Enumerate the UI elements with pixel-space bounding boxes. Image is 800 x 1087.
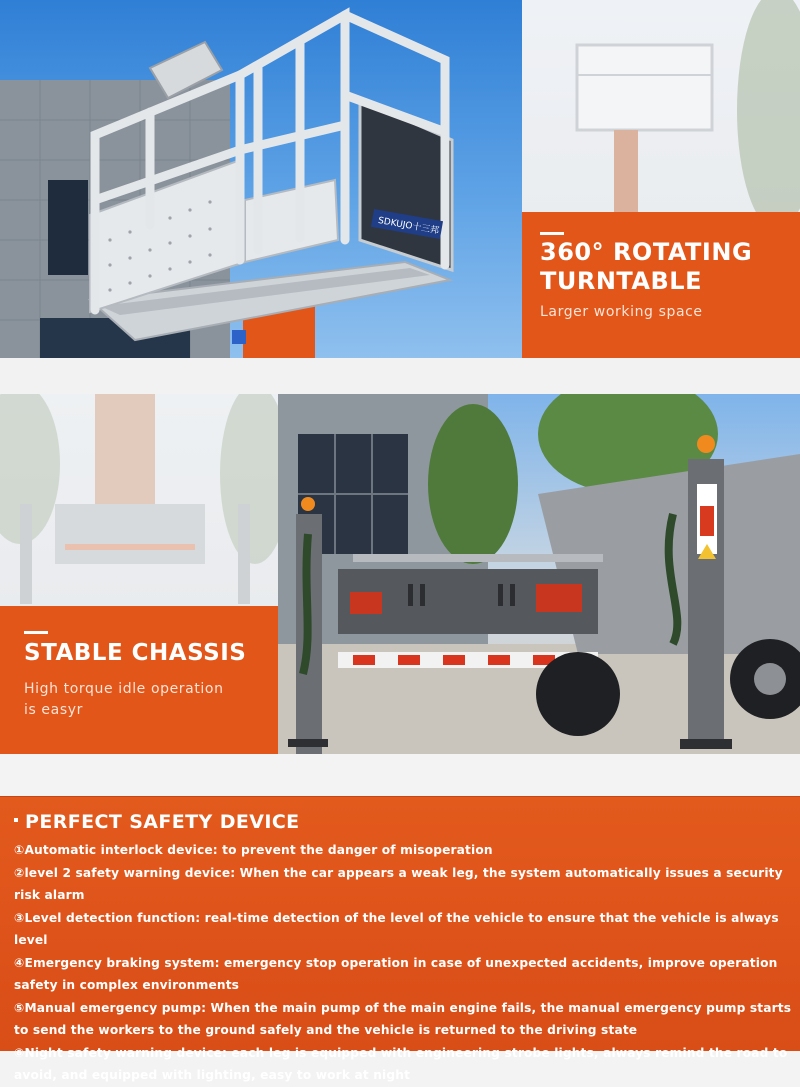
- feature-subtitle-line1: High torque idle operation: [24, 681, 224, 697]
- faded-truck-illustration: [0, 394, 278, 606]
- tree-silhouette: [737, 0, 800, 212]
- accent-line: [540, 232, 564, 235]
- feature-title: STABLE CHASSIS: [24, 640, 247, 666]
- faded-outrigger: [20, 504, 32, 604]
- feature-card-turntable: [522, 212, 800, 358]
- feature-title-line1: 360° ROTATING: [540, 238, 753, 266]
- feature-section-turntable: [0, 0, 800, 358]
- safety-feature-item: ④Emergency braking system: emergency stop operation in case of unexpected accidents, improve operation safety in complex environments: [14, 955, 778, 992]
- truck-chassis-illustration: [278, 394, 800, 754]
- feature-subtitle-line2: is easyr: [24, 702, 83, 718]
- strobe-light: [301, 497, 315, 511]
- feature-subtitle: Larger working space: [540, 304, 703, 320]
- work-platform-illustration: [0, 0, 522, 358]
- faded-platform-illustration: [522, 0, 800, 212]
- safety-device-section: [0, 796, 800, 1082]
- bullet-square-icon: [14, 818, 18, 822]
- faded-platform-basket: [577, 45, 712, 130]
- faded-outrigger: [238, 504, 250, 604]
- feature-title-line2: TURNTABLE: [540, 267, 702, 295]
- safety-feature-item: ②level 2 safety warning device: When the car appears a weak leg, the system automatically issues a security risk alarm: [14, 865, 783, 902]
- feature-section-chassis: [0, 358, 800, 754]
- tail-light: [536, 584, 582, 612]
- control-light: [232, 330, 246, 344]
- safety-section-title: [14, 811, 300, 833]
- platform-faded-photo: [522, 0, 800, 212]
- feature-card-chassis: [0, 606, 278, 754]
- faded-truck-body: [55, 504, 205, 564]
- safety-feature-list: [14, 839, 792, 1087]
- faded-reflector: [65, 544, 195, 550]
- truck-rear-faded-photo: [0, 394, 278, 606]
- safety-feature-item: ③Level detection function: real-time detection of the level of the vehicle to ensure that the vehicle is always level: [14, 910, 779, 947]
- safety-feature-item: ⑤Manual emergency pump: When the main pump of the main engine fails, the manual emergency pump starts to send the workers to the ground safely and the vehicle is returned to the driving state: [14, 1000, 792, 1037]
- faded-boom: [95, 394, 155, 504]
- rear-wheel: [536, 652, 620, 736]
- truck-chassis-photo: [278, 394, 800, 754]
- work-platform-photo: [0, 0, 522, 358]
- tree: [428, 404, 518, 564]
- faded-boom: [614, 130, 638, 212]
- safety-title-text: PERFECT SAFETY DEVICE: [25, 811, 300, 833]
- safety-feature-item: ①Automatic interlock device: to prevent the danger of misoperation: [14, 843, 493, 857]
- tail-light: [350, 592, 382, 614]
- building-window: [48, 180, 88, 275]
- platform-sign-text: SDKUJO十三邦: [377, 216, 440, 237]
- leg-strap: [303, 534, 308, 674]
- safety-feature-item: ⑥Night safety warning device: each leg is equipped with engineering strobe lights, always remind the road to avoid, and equipped with lighting, easy to work at night: [14, 1045, 788, 1082]
- accent-line: [24, 631, 48, 634]
- strobe-light: [697, 435, 715, 453]
- rear-rail: [353, 554, 603, 562]
